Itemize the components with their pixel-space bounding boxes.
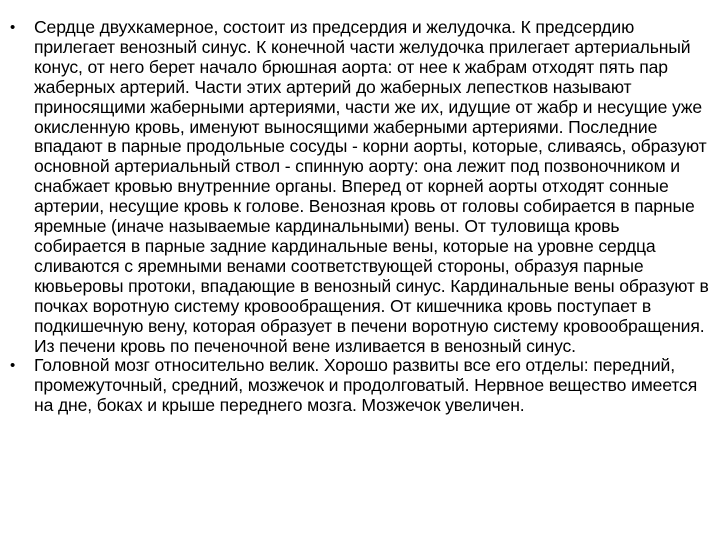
bullet-text-heart: Сердце двухкамерное, состоит из предсердия и желудочка. К предсердию прилегает венозный синус. К конечной части желудочка прилегает артериальный конус, от него берет начало брюшная аорта: от нее к жабрам отходят пять пар жаберных артерий. Части этих артерий до жаберных лепестков называют приносящими жаберными артериями, части же их, идущие от жабр и несущие уже окисленную кровь, именуют выносящими жаберными артериями. Последние впадают в парные продольные сосуды - корни аорты, которые, сливаясь, образуют основной артериальный ствол - спинную аорту: она лежит под позвоночником и снабжает кровью внутренние органы. Вперед от корней аорты отходят сонные артерии, несущие кровь к голове. Венозная кровь от головы собирается в парные яремные (иначе называемые кардинальными) вены. От туловища кровь собирается в парные задние кардинальные вены, которые на уровне сердца сливаются с яремными венами соответствующей стороны, образуя парные кювьеровы протоки, впадающие в венозный синус. Кардинальные вены образуют в почках воротную систему кровообращения. От кишечника кровь поступает в подкишечную вену, которая образует в печени воротную систему кровообращения. Из печени кровь по печеночной вене изливается в венозный синус. (34, 17, 709, 356)
bullet-list (8, 18, 712, 416)
bullet-marker: • (10, 19, 16, 36)
bullet-marker: • (10, 357, 16, 375)
bullet-text-brain: Головной мозг относительно велик. Хорошо развиты все его отделы: передний, промежуточный, средний, мозжечок и продолговатый. Нервное вещество имеется на дне, боках и крыше переднего мозга. Мозжечок увеличен. (34, 355, 698, 416)
bullet-item-heart (8, 18, 712, 356)
bullet-item-brain (8, 356, 712, 416)
